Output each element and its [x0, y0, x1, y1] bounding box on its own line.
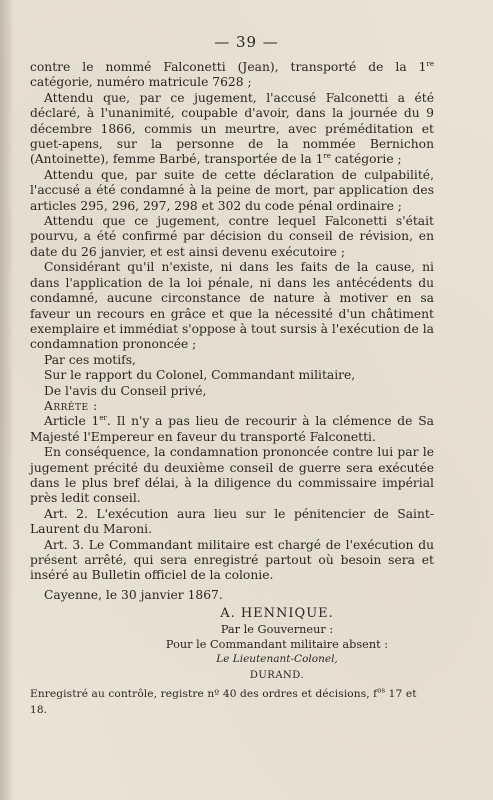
article-paragraph: Art. 3. Le Commandant militaire est chargé de l'exécution du présent arrêté, qui sera enregistré partout où besoin sera et inséré au Bulletin officiel de la colonie. [30, 537, 434, 583]
signature-countersign: DURAND. [249, 669, 305, 681]
paragraph: Sur le rapport du Colonel, Commandant militaire, [44, 368, 356, 383]
paragraph: contre le nommé Falconetti (Jean), transporté de la 1re catégorie, numéro matricule 7628 ; [30, 59, 434, 90]
paragraph: Considérant qu'il n'existe, ni dans les faits de la cause, ni dans l'application de la loi pénale, ni dans les antécédents du condamné, aucune circonstance de nature à motiver en sa faveur un recours en grâce et que la nécessité d'un châtiment exemplaire et immédiat s'oppose à tout sursis à l'exécution de la condamnation prononcée ; [30, 260, 434, 352]
paragraph: Attendu que ce jugement, contre lequel Falconetti s'était pourvu, a été confirmé par décision du conseil de révision, en date du 26 janvier, et est ainsi devenu exécutoire ; [30, 214, 434, 259]
signature-name: A. HENNIQUE. [220, 606, 334, 622]
registration-note: Enregistré au contrôle, registre nº 40 des ordres et décisions, $f^{os}$ 17 et 18. [30, 686, 417, 716]
page-edge-shadow [0, 0, 14, 800]
article-paragraph: Art. 2. L'exécution aura lieu sur le pénitencier de Saint-Laurent du Maroni. [30, 506, 434, 537]
place-date: Cayenne, le 30 janvier 1867. [44, 587, 223, 602]
paragraph: Attendu que, par ce jugement, l'accusé Falconetti a été déclaré, à l'unanimité, coupable d'avoir, dans la journée du 9 décembre 1866, commis un meurtre, avec préméditation et guet-apens, sur la personne de la nommée Bernichon (Antoinette), femme Barbé, transportée de la 1re catégorie ; [30, 90, 434, 167]
paragraph: Attendu que, par suite de cette déclaration de culpabilité, l'accusé a été condamné à la peine de mort, par application des articles 295, 296, 297, 298 et 302 du code pénal ordinaire ; [30, 167, 434, 213]
article-paragraph: En conséquence, la condamnation prononcée contre lui par le jugement précité du deuxième conseil de guerre sera exécutée dans le plus bref délai, à la diligence du commissaire impérial près ledit conseil. [30, 445, 434, 506]
article-paragraph: Article 1er. Il n'y a pas lieu de recourir à la clémence de Sa Majesté l'Empereur en faveur du transporté Falconetti. [30, 414, 434, 444]
arrete-heading: Arrête : [44, 398, 98, 413]
signature-line: Par le Gouverneur : [220, 622, 334, 636]
signature-line: Pour le Commandant militaire absent : [165, 638, 389, 652]
page-number: — 39 — [214, 33, 279, 51]
signature-title: Le Lieutenant-Colonel, [216, 653, 338, 666]
paragraph: Par ces motifs, [44, 352, 136, 367]
document-body [30, 60, 434, 718]
paragraph: De l'avis du Conseil privé, [44, 383, 207, 398]
